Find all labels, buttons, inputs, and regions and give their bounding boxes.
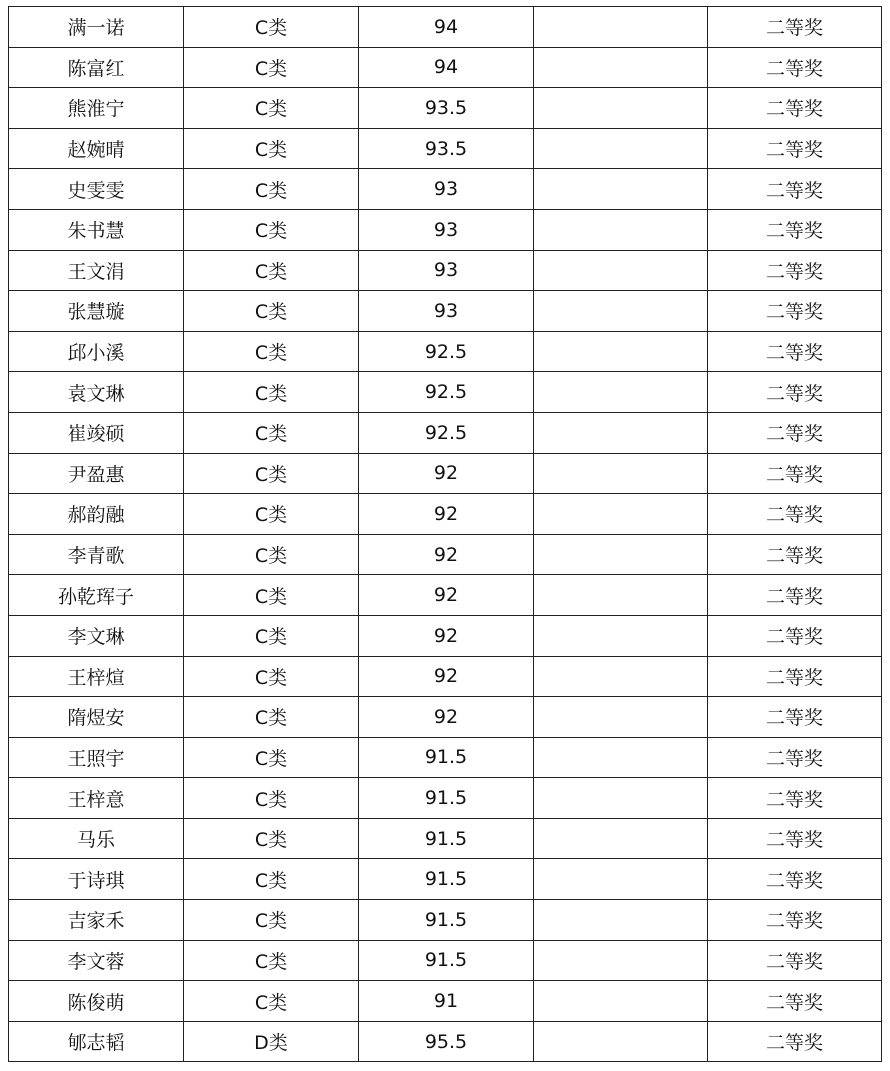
- score-cell: 91.5: [359, 940, 534, 981]
- award-cell: 二等奖: [708, 940, 882, 981]
- award-cell: 二等奖: [708, 1021, 882, 1062]
- score-cell: 92.5: [359, 412, 534, 453]
- table-row: [9, 534, 882, 575]
- category-cell: C类: [184, 169, 359, 210]
- award-cell: 二等奖: [708, 981, 882, 1022]
- student-name-cell: 满一诺: [9, 7, 184, 48]
- score-cell: 92: [359, 697, 534, 738]
- table-row: [9, 575, 882, 616]
- score-cell: 92.5: [359, 331, 534, 372]
- table-row: [9, 7, 882, 48]
- blank-cell: [534, 250, 708, 291]
- score-cell: 91.5: [359, 737, 534, 778]
- award-cell: 二等奖: [708, 737, 882, 778]
- blank-cell: [534, 981, 708, 1022]
- table-row: [9, 818, 882, 859]
- student-name-cell: 王梓意: [9, 778, 184, 819]
- student-name-cell: 王文涓: [9, 250, 184, 291]
- score-cell: 92: [359, 494, 534, 535]
- category-cell: C类: [184, 412, 359, 453]
- award-cell: 二等奖: [708, 453, 882, 494]
- student-name-cell: 崔竣硕: [9, 412, 184, 453]
- score-cell: 94: [359, 7, 534, 48]
- blank-cell: [534, 778, 708, 819]
- category-cell: C类: [184, 7, 359, 48]
- blank-cell: [534, 656, 708, 697]
- award-table-body: [9, 7, 882, 1062]
- category-cell: D类: [184, 1021, 359, 1062]
- category-cell: C类: [184, 859, 359, 900]
- award-cell: 二等奖: [708, 494, 882, 535]
- blank-cell: [534, 128, 708, 169]
- award-cell: 二等奖: [708, 209, 882, 250]
- award-cell: 二等奖: [708, 128, 882, 169]
- award-cell: 二等奖: [708, 88, 882, 129]
- student-name-cell: 袁文琳: [9, 372, 184, 413]
- award-cell: 二等奖: [708, 331, 882, 372]
- student-name-cell: 于诗琪: [9, 859, 184, 900]
- blank-cell: [534, 494, 708, 535]
- category-cell: C类: [184, 778, 359, 819]
- award-cell: 二等奖: [708, 372, 882, 413]
- category-cell: C类: [184, 372, 359, 413]
- student-name-cell: 马乐: [9, 818, 184, 859]
- student-name-cell: 邱小溪: [9, 331, 184, 372]
- table-row: [9, 128, 882, 169]
- student-name-cell: 尹盈惠: [9, 453, 184, 494]
- category-cell: C类: [184, 209, 359, 250]
- category-cell: C类: [184, 453, 359, 494]
- blank-cell: [534, 209, 708, 250]
- table-row: [9, 737, 882, 778]
- score-cell: 92: [359, 615, 534, 656]
- category-cell: C类: [184, 128, 359, 169]
- table-row: [9, 778, 882, 819]
- score-cell: 92: [359, 575, 534, 616]
- table-row: [9, 209, 882, 250]
- blank-cell: [534, 331, 708, 372]
- table-row: [9, 331, 882, 372]
- category-cell: C类: [184, 331, 359, 372]
- category-cell: C类: [184, 250, 359, 291]
- score-cell: 91.5: [359, 859, 534, 900]
- student-name-cell: 陈俊萌: [9, 981, 184, 1022]
- table-row: [9, 656, 882, 697]
- blank-cell: [534, 47, 708, 88]
- table-row: [9, 88, 882, 129]
- blank-cell: [534, 737, 708, 778]
- blank-cell: [534, 940, 708, 981]
- category-cell: C类: [184, 940, 359, 981]
- blank-cell: [534, 372, 708, 413]
- student-name-cell: 李文琳: [9, 615, 184, 656]
- category-cell: C类: [184, 88, 359, 129]
- blank-cell: [534, 900, 708, 941]
- score-cell: 93: [359, 250, 534, 291]
- award-cell: 二等奖: [708, 250, 882, 291]
- blank-cell: [534, 412, 708, 453]
- category-cell: C类: [184, 900, 359, 941]
- category-cell: C类: [184, 47, 359, 88]
- award-cell: 二等奖: [708, 412, 882, 453]
- score-cell: 92: [359, 656, 534, 697]
- blank-cell: [534, 615, 708, 656]
- category-cell: C类: [184, 818, 359, 859]
- table-row: [9, 615, 882, 656]
- blank-cell: [534, 88, 708, 129]
- student-name-cell: 张慧璇: [9, 291, 184, 332]
- blank-cell: [534, 575, 708, 616]
- award-cell: 二等奖: [708, 859, 882, 900]
- blank-cell: [534, 169, 708, 210]
- student-name-cell: 李青歌: [9, 534, 184, 575]
- student-name-cell: 赵婉晴: [9, 128, 184, 169]
- score-cell: 92.5: [359, 372, 534, 413]
- blank-cell: [534, 453, 708, 494]
- score-cell: 92: [359, 534, 534, 575]
- score-cell: 93.5: [359, 88, 534, 129]
- award-cell: 二等奖: [708, 900, 882, 941]
- table-row: [9, 697, 882, 738]
- table-row: [9, 859, 882, 900]
- score-cell: 91.5: [359, 900, 534, 941]
- award-cell: 二等奖: [708, 656, 882, 697]
- award-cell: 二等奖: [708, 291, 882, 332]
- category-cell: C类: [184, 737, 359, 778]
- score-cell: 93: [359, 169, 534, 210]
- student-name-cell: 郝韵融: [9, 494, 184, 535]
- student-name-cell: 吉家禾: [9, 900, 184, 941]
- award-cell: 二等奖: [708, 615, 882, 656]
- category-cell: C类: [184, 615, 359, 656]
- table-row: [9, 900, 882, 941]
- award-cell: 二等奖: [708, 575, 882, 616]
- award-cell: 二等奖: [708, 169, 882, 210]
- table-row: [9, 372, 882, 413]
- table-row: [9, 250, 882, 291]
- student-name-cell: 陈富红: [9, 47, 184, 88]
- category-cell: C类: [184, 494, 359, 535]
- category-cell: C类: [184, 575, 359, 616]
- table-row: [9, 169, 882, 210]
- category-cell: C类: [184, 656, 359, 697]
- category-cell: C类: [184, 697, 359, 738]
- award-cell: 二等奖: [708, 818, 882, 859]
- award-cell: 二等奖: [708, 47, 882, 88]
- student-name-cell: 熊淮宁: [9, 88, 184, 129]
- blank-cell: [534, 7, 708, 48]
- blank-cell: [534, 818, 708, 859]
- category-cell: C类: [184, 981, 359, 1022]
- award-list: [8, 6, 882, 1062]
- blank-cell: [534, 291, 708, 332]
- score-cell: 91: [359, 981, 534, 1022]
- table-row: [9, 412, 882, 453]
- blank-cell: [534, 1021, 708, 1062]
- table-row: [9, 494, 882, 535]
- score-cell: 93.5: [359, 128, 534, 169]
- score-cell: 94: [359, 47, 534, 88]
- student-name-cell: 王梓煊: [9, 656, 184, 697]
- award-cell: 二等奖: [708, 778, 882, 819]
- award-cell: 二等奖: [708, 7, 882, 48]
- score-cell: 92: [359, 453, 534, 494]
- award-table: [8, 6, 882, 1062]
- student-name-cell: 李文蓉: [9, 940, 184, 981]
- score-cell: 93: [359, 209, 534, 250]
- student-name-cell: 史雯雯: [9, 169, 184, 210]
- table-row: [9, 291, 882, 332]
- blank-cell: [534, 859, 708, 900]
- score-cell: 91.5: [359, 818, 534, 859]
- category-cell: C类: [184, 291, 359, 332]
- student-name-cell: 孙乾珲子: [9, 575, 184, 616]
- student-name-cell: 郇志韬: [9, 1021, 184, 1062]
- student-name-cell: 朱书慧: [9, 209, 184, 250]
- score-cell: 93: [359, 291, 534, 332]
- score-cell: 95.5: [359, 1021, 534, 1062]
- table-row: [9, 981, 882, 1022]
- score-cell: 91.5: [359, 778, 534, 819]
- student-name-cell: 隋煜安: [9, 697, 184, 738]
- award-cell: 二等奖: [708, 697, 882, 738]
- award-cell: 二等奖: [708, 534, 882, 575]
- blank-cell: [534, 697, 708, 738]
- table-row: [9, 47, 882, 88]
- blank-cell: [534, 534, 708, 575]
- category-cell: C类: [184, 534, 359, 575]
- student-name-cell: 王照宇: [9, 737, 184, 778]
- table-row: [9, 1021, 882, 1062]
- table-row: [9, 453, 882, 494]
- table-row: [9, 940, 882, 981]
